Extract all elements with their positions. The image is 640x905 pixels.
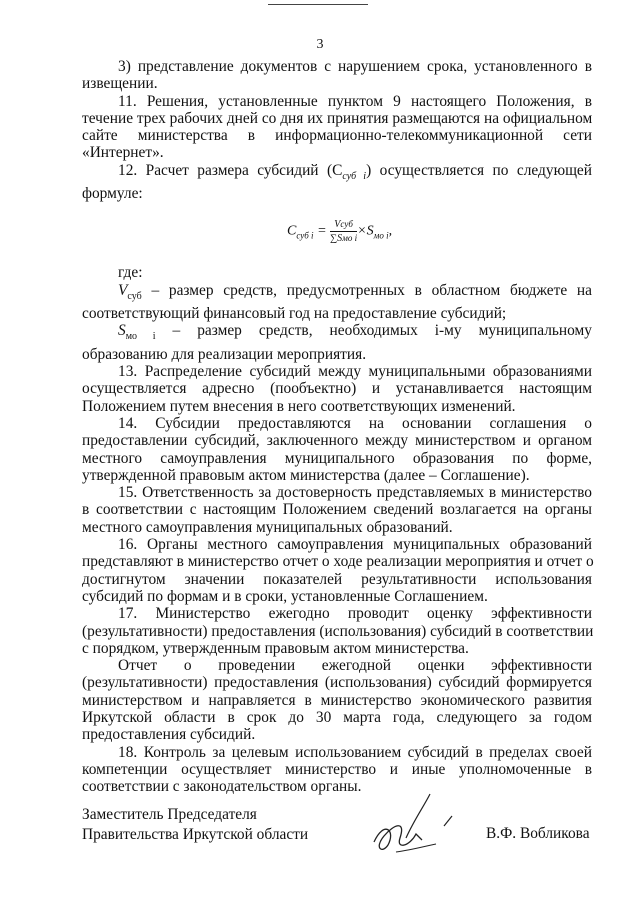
paragraph-item-17 [82,605,592,657]
text-line: где: [118,264,143,282]
text-line: 15. Ответственность за достоверность представляемых в министерство [118,484,592,502]
text-line: 17. Министерство ежегодно проводит оценку эффективности [118,605,592,623]
text-line: осуществляется адресно (пообъектно) и устанавливается настоящим [82,380,592,398]
text-line: извещении. [82,75,158,93]
text-line: (результативности) предоставления (использования) субсидий формируется [82,674,592,692]
signer-title [82,805,308,845]
text-line: предоставления субсидий. [82,726,256,744]
signer-title-line: Правительства Иркутской области [82,826,309,843]
paragraph-item-14 [82,415,592,484]
subsidy-formula: $C_{суб i}$ = $\frac{\text{Vсуб}}{\text{∑Sмо i}}$ $\times S_{мо i}$, [287,219,393,245]
text-line: местного самоуправления муниципальных образований. [82,518,453,536]
text-line: предоставлении субсидий, заключенного между министерством и органом [82,432,592,450]
signer-name: В.Ф. Вобликова [486,825,590,842]
formula-block [82,202,592,264]
text-line: течение трех рабочих дней со дня их принятия размещаются на официальном [82,109,593,127]
text-line: 18. Контроль за целевым использованием субсидий в пределах своей [118,743,592,761]
text-line: достигнутом значении показателей результативности использования [82,570,592,588]
definition-v [82,282,592,323]
paragraph-item-3 [82,58,592,93]
page-number: 3 [316,37,324,52]
paragraph-item-15 [82,484,592,536]
paragraph-item-18 [82,744,592,796]
paragraph-item-11 [82,93,592,162]
text-line: с порядком, утвержденным правовым актом министерства. [82,639,469,657]
text-line: сайте министерства в информационно-телекоммуникационной сети [82,127,592,145]
text-line: министерством и направляется в министерство экономического развития [82,691,592,709]
text-line: соответствующий финансовый год на предоставление субсидий; [82,305,507,323]
text-line: 13. Распределение субсидий между муниципальными образованиями [118,363,592,381]
text-line: соответствии с законодательством органы. [82,778,362,796]
text-line: компетенции осуществляет министерство и иные уполномоченные в [82,760,592,778]
text-line: 3) представление документов с нарушением срока, установленного в [118,58,592,75]
text-line: представляют в министерство отчет о ходе реализации мероприятия и отчет о [82,553,594,571]
paragraph-item-17-report [82,657,592,743]
text-line: местного самоуправления муниципального образования по форме, [82,449,592,467]
text-line: (результативности) предоставления (использования) субсидий в соответствии [82,622,594,640]
text-line: образованию для реализации мероприятия. [82,345,367,363]
text-line: в соответствии с настоящим Положением сведений возлагается на органы [82,501,592,519]
signer-title-line: Заместитель Председателя [82,806,257,823]
where-label [82,264,592,281]
text-line: $V_{суб}$ – размер средств, предусмотренных в областном бюджете на [118,281,592,302]
paragraph-item-16 [82,536,592,605]
document-body [82,58,592,796]
text-line: $S_{мо i}$ – размер средств, необходимых i-му муниципальному [118,322,592,343]
text-line: 14. Субсидии предоставляются на основании соглашения о [118,414,592,432]
text-line: Положением путем внесения в него соответствующих изменений. [82,397,516,415]
text-line: утвержденной правовым актом министерства (далее – Соглашение). [82,466,530,484]
text-line: Отчет о проведении ежегодной оценки эффективности [118,657,592,675]
text-line: субсидий по формам и в сроки, установленные Соглашением. [82,587,488,605]
paragraph-item-13 [82,363,592,415]
text-line: Иркутской области в срок до 30 марта года, следующего за годом [82,709,592,727]
handwritten-signature [366,790,466,860]
paragraph-item-12 [82,162,592,203]
top-rule [268,4,368,5]
text-line: «Интернет». [82,144,164,162]
text-line: 16. Органы местного самоуправления муниципальных образований [118,536,592,554]
text-line: формуле: [82,185,143,203]
definition-s [82,322,592,363]
text-line: 12. Расчет размера субсидий $(C_{суб i})$ осуществляется по следующей [118,161,592,182]
text-line: 11. Решения, установленные пунктом 9 настоящего Положения, в [118,92,592,110]
